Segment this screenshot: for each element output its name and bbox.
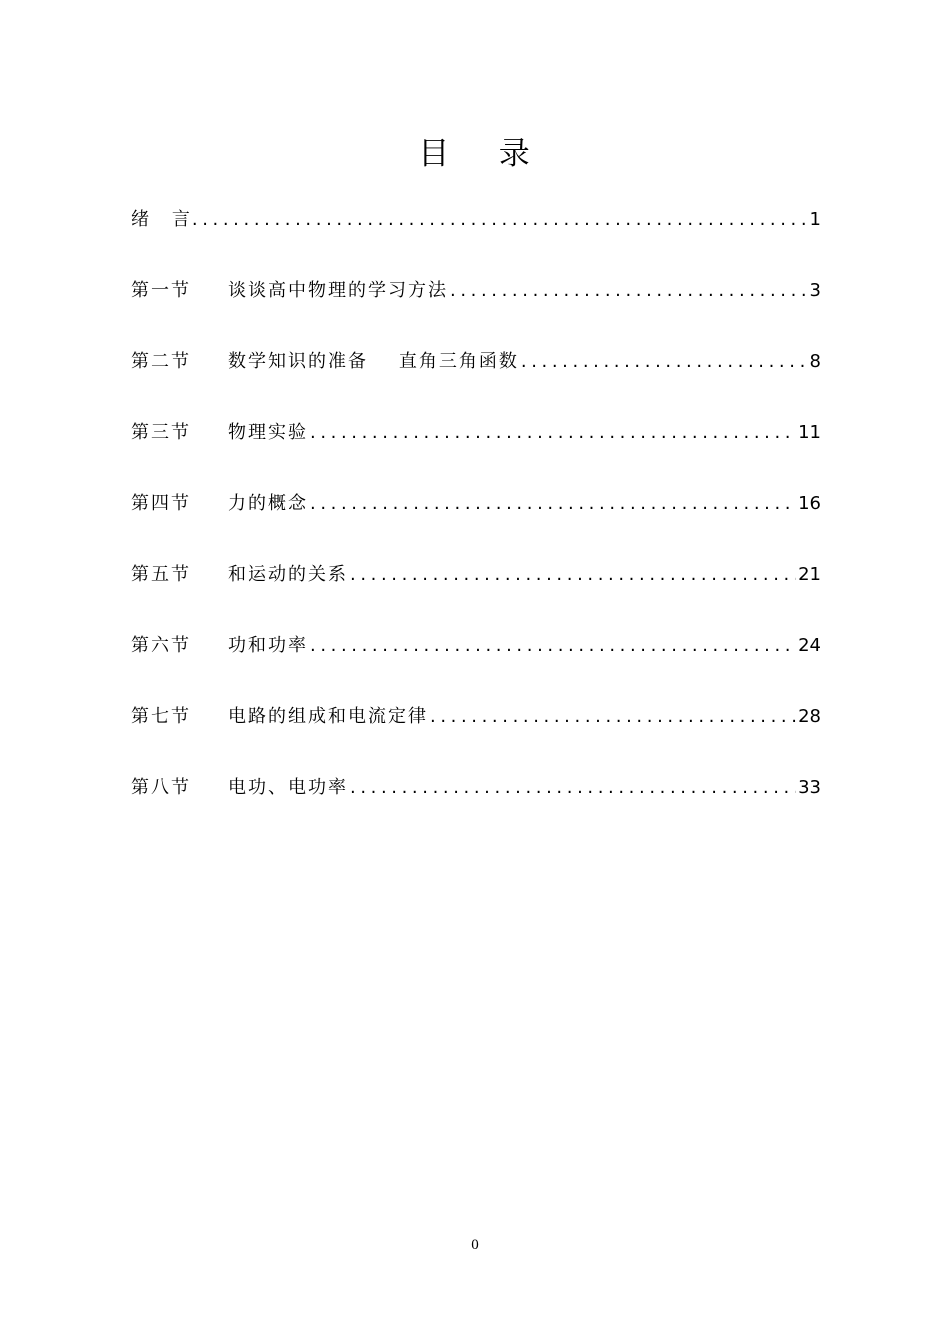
toc-entry-preface[interactable] (131, 205, 821, 276)
toc-dot-leader (350, 773, 796, 803)
toc-entry-page: 1 (809, 209, 821, 230)
toc-entry-section-8[interactable] (131, 773, 821, 844)
toc-entry-label: 绪 言 (131, 209, 190, 230)
toc-entry-page: 3 (809, 280, 821, 301)
toc-dot-leader (310, 418, 796, 448)
toc-entry-page: 11 (798, 422, 821, 443)
toc-entry-label: 第五节 (131, 564, 191, 585)
toc-entry-section-5[interactable] (131, 560, 821, 631)
toc-dot-leader (430, 702, 796, 732)
toc-entry-title: 电路的组成和电流定律 (228, 706, 428, 727)
toc-entry-label: 第八节 (131, 777, 191, 798)
table-of-contents (131, 205, 821, 844)
toc-entry-title: 电功、电功率 (228, 777, 348, 798)
toc-entry-section-3[interactable] (131, 418, 821, 489)
toc-entry-section-4[interactable] (131, 489, 821, 560)
toc-entry-section-2[interactable] (131, 347, 821, 418)
toc-dot-leader (310, 631, 796, 661)
toc-dot-leader (350, 560, 796, 590)
toc-entry-section-6[interactable] (131, 631, 821, 702)
toc-dot-leader (521, 347, 808, 377)
toc-entry-label: 第七节 (131, 706, 191, 727)
toc-entry-section-7[interactable] (131, 702, 821, 773)
toc-entry-page: 24 (798, 635, 821, 656)
toc-entry-page: 28 (798, 706, 821, 727)
toc-entry-section-1[interactable] (131, 276, 821, 347)
toc-entry-page: 21 (798, 564, 821, 585)
toc-entry-page: 8 (809, 351, 821, 372)
toc-dot-leader (192, 205, 808, 235)
toc-entry-label: 第二节 (131, 351, 191, 372)
toc-entry-title: 和运动的关系 (228, 564, 348, 585)
toc-entry-title: 数学知识的准备 直角三角函数 (228, 351, 519, 372)
toc-entry-label: 第三节 (131, 422, 191, 443)
toc-entry-label: 第一节 (131, 280, 191, 301)
toc-entry-title: 功和功率 (228, 635, 308, 656)
toc-entry-page: 33 (798, 777, 821, 798)
toc-entry-label: 第四节 (131, 493, 191, 514)
toc-entry-page: 16 (798, 493, 821, 514)
toc-entry-title: 力的概念 (228, 493, 308, 514)
toc-title: 目 录 (418, 136, 532, 172)
toc-entry-label: 第六节 (131, 635, 191, 656)
page-number: 0 (471, 1237, 479, 1253)
toc-entry-title: 物理实验 (228, 422, 308, 443)
toc-entry-title: 谈谈高中物理的学习方法 (228, 280, 448, 301)
toc-dot-leader (310, 489, 796, 519)
toc-dot-leader (450, 276, 808, 306)
